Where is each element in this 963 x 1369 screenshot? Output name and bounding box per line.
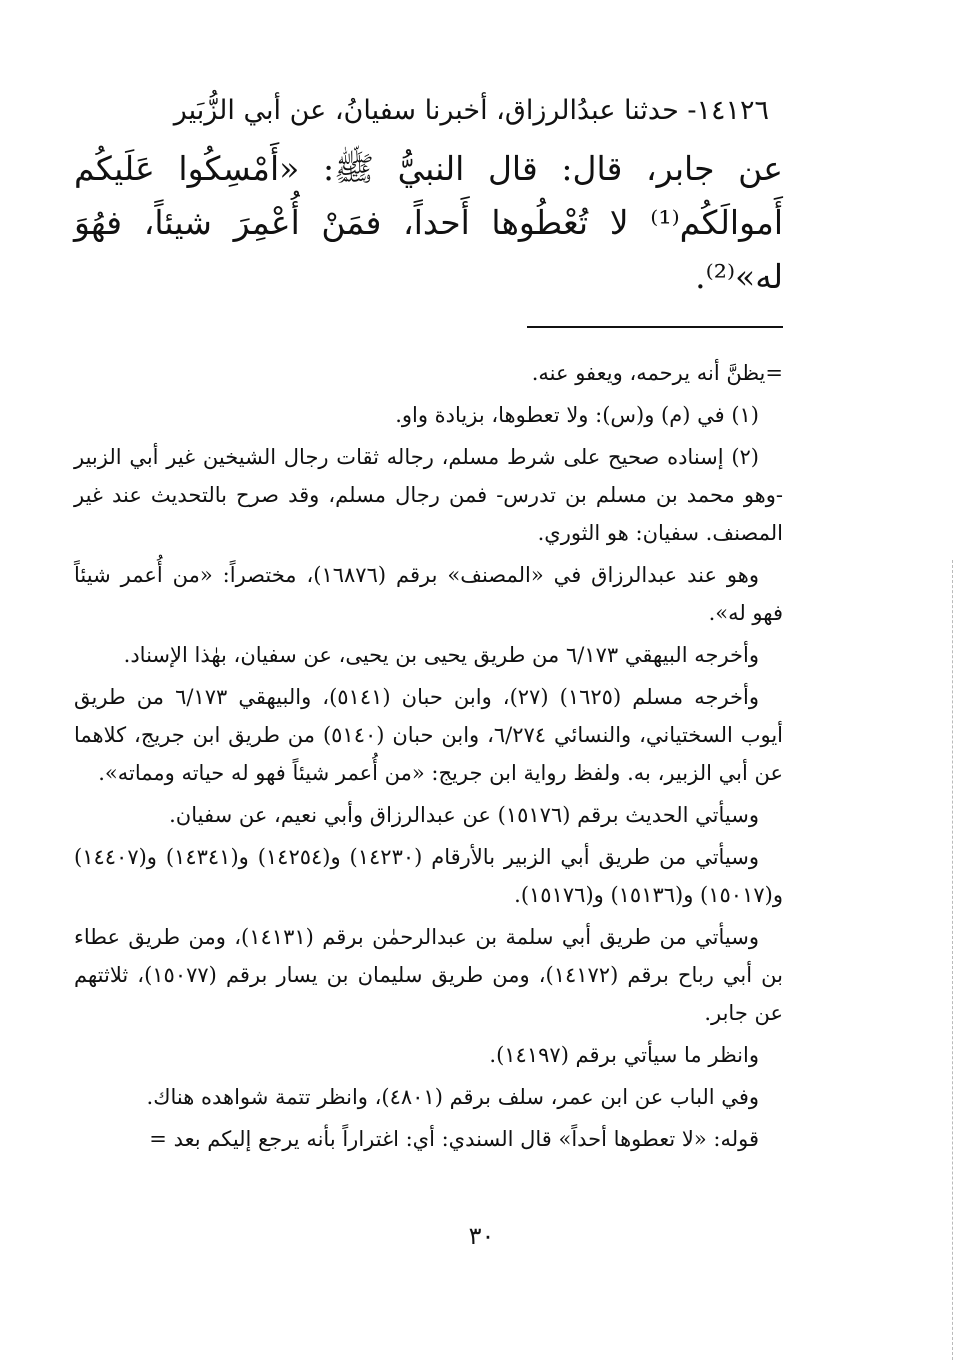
footnotes bbox=[74, 354, 783, 1158]
footnote-paragraph: وسيأتي من طريق أبي سلمة بن عبدالرحمٰن برقم (١٤١٣١)، ومن طريق عطاء بن أبي رباح برقم (١٤١٧٢)، ومن طريق سليمان بن يسار برقم (١٥٠٧٧)، ثلاثتهم عن جابر. bbox=[74, 925, 784, 1025]
hadith-heading: ١٤١٢٦- حدثنا عبدُالرزاق، أخبرنا سفيانُ، عن أبي الزُّبَير bbox=[173, 95, 769, 126]
footnote-2: (٢) إسناده صحيح على شرط مسلم، رجاله ثقات رجال الشيخين غير أبي الزبير -وهو محمد بن مسلم بن تدرس- فمن رجال مسلم، وقد صرح بالتحديث عند غير المصنف. سفيان: هو الثوري. bbox=[74, 445, 783, 545]
footnote-paragraph: قوله: «لا تعطوها أحداً» قال السندي: أي: اغتراراً بأنه يرجع إليكم بعد = bbox=[149, 1127, 759, 1151]
footnote-divider bbox=[527, 326, 783, 328]
footnote-continuation: =يظنَّ أنه يرحمه، ويعفو عنه. bbox=[531, 361, 783, 385]
footnote-paragraph: وأخرجه البيهقي ٦/١٧٣ من طريق يحيى بن يحيى، عن سفيان، بهٰذا الإسناد. bbox=[123, 643, 759, 667]
footnote-1: (١) في (م) و(س): ولا تعطوها، بزيادة واو. bbox=[395, 403, 759, 427]
page-number: ٣٠ bbox=[468, 1222, 495, 1250]
footnote-paragraph: وأخرجه مسلم (١٦٢٥) (٢٧)، وابن حبان (٥١٤١)، والبيهقي ٦/١٧٣ من طريق أيوب السختياني، والنسائي ٦/٢٧٤، وابن حبان (٥١٤٠) من طريق ابن جريج، كلاهما عن أبي الزبير، به. ولفظ رواية ابن جريج: «من أُعمر شيئاً فهو له حياته ومماته». bbox=[74, 685, 783, 785]
footnote-paragraph: وانظر ما سيأتي برقم (١٤١٩٧). bbox=[489, 1043, 759, 1067]
footnote-paragraph: وسيأتي الحديث برقم (١٥١٧٦) عن عبدالرزاق وأبي نعيم، عن سفيان. bbox=[169, 803, 759, 827]
footnote-paragraph: وسيأتي من طريق أبي الزبير بالأرقام (١٤٢٣٠) و(١٤٢٥٤) و(١٤٣٤١) و(١٤٤٠٧) و(١٥٠١٧) و(١٥١٣٦) و(١٥١٧٦). bbox=[74, 845, 783, 907]
footnote-paragraph: وهو عند عبدالرزاق في «المصنف» برقم (١٦٨٧٦)، مختصراً: «من أُعمر شيئاً فهو له». bbox=[74, 563, 783, 625]
hadith-text: عن جابر، قال: قال النبيُّ ﷺ: «أَمْسِكُوا عَلَيكُم أَموالَكُم⁽¹⁾ لا تُعْطُوها أَحداً، فمَنْ أُعْمِرَ شيئاً، فهُوَ له»⁽²⁾. bbox=[74, 149, 783, 296]
scan-margin-line bbox=[952, 560, 953, 1360]
footnote-paragraph: وفي الباب عن ابن عمر، سلف برقم (٤٨٠١)، وانظر تتمة شواهده هناك. bbox=[146, 1085, 759, 1109]
